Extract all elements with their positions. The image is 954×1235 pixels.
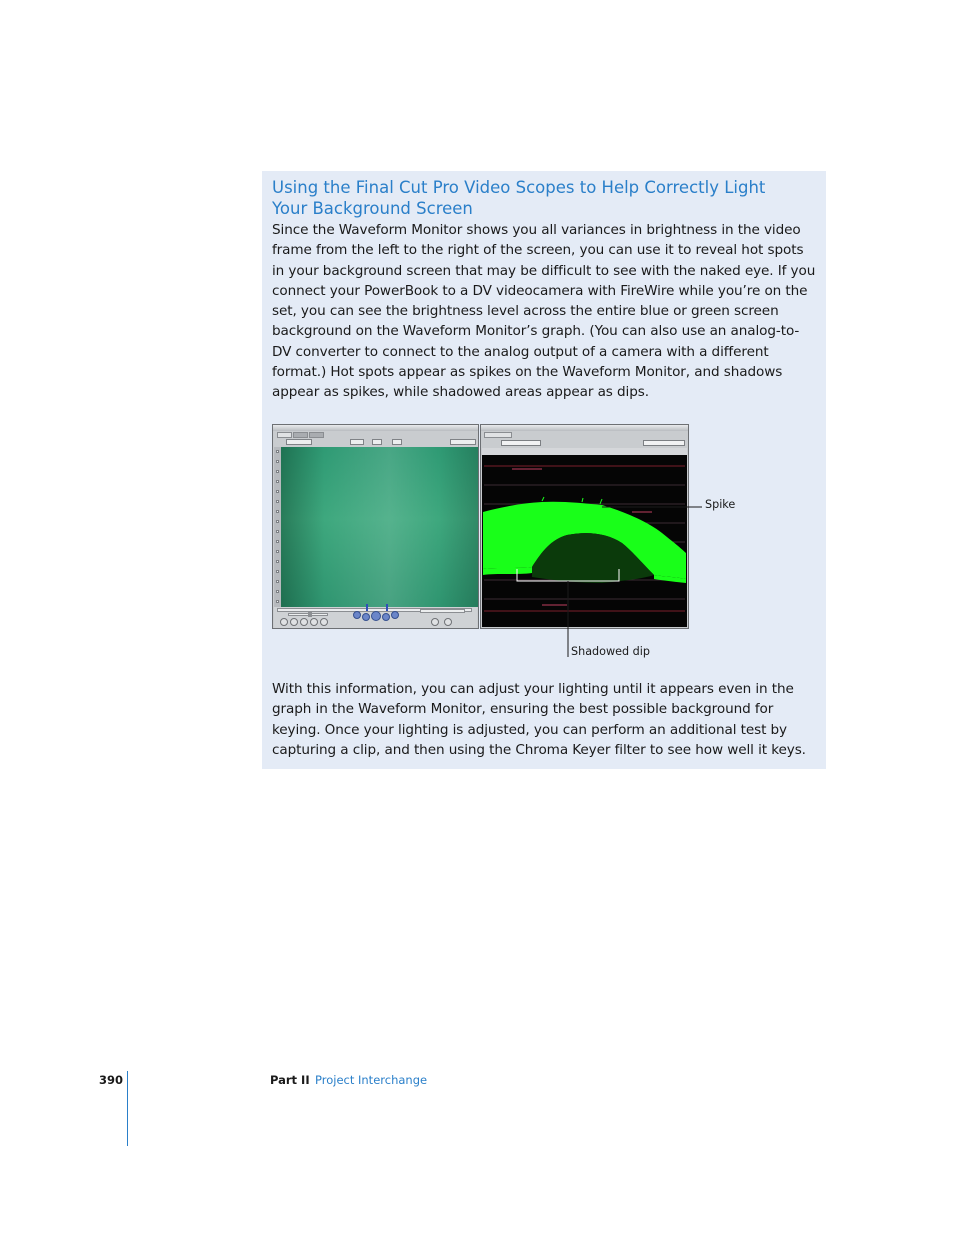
closing-paragraph: With this information, you can adjust your lighting until it appears even in the graph in the Waveform Monitor, ensuring the best possible background for keying. Once your lighting is adjusted, you can perform an additional test by capturing a clip, and then using the Chroma Keyer filter to see how well it keys. bbox=[272, 681, 806, 758]
section-link[interactable]: Project Interchange bbox=[315, 1073, 428, 1087]
footer-rule bbox=[127, 1071, 128, 1146]
spike-callout-label: Spike bbox=[705, 498, 736, 511]
page-number: 390 bbox=[99, 1073, 124, 1087]
sidebar-heading: Using the Final Cut Pro Video Scopes to Help Correctly Light Your Background Screen bbox=[272, 178, 766, 218]
shadowed-dip-callout-label: Shadowed dip bbox=[571, 645, 650, 658]
part-label: Part II bbox=[270, 1073, 310, 1087]
intro-paragraph: Since the Waveform Monitor shows you all variances in brightness in the video frame from the left to the right of the screen, you can use it to reveal hot spots in your background screen that may be difficult to see with the naked eye. If you connect your PowerBook to a DV videocamera with FireWire while you’re on the set, you can see the brightness level across the entire blue or green screen background on the Waveform Monitor’s graph. (You can also use an analog-to-DV converter to connect to the analog output of a camera with a different format.) Hot spots appear as spikes on the Waveform Monitor, and shadows appear as spikes, while shadowed areas appear as dips. bbox=[272, 222, 816, 401]
